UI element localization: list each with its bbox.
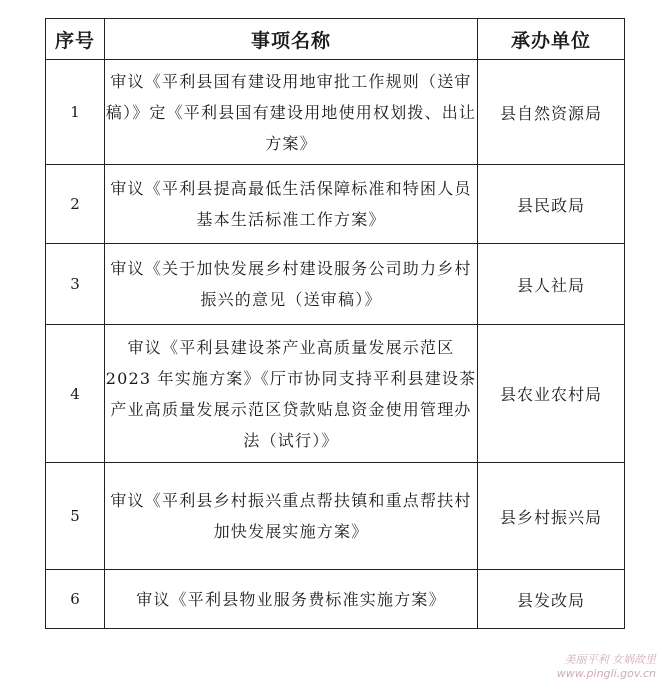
row-item: 审议《平利县建设茶产业高质量发展示范区2023 年实施方案》《厅市协同支持平利县建设茶产业高质量发展示范区贷款贴息资金使用管理办法（试行）》 xyxy=(105,325,478,463)
row-unit: 县人社局 xyxy=(478,244,625,325)
watermark-url: www.pingli.gov.cn xyxy=(556,667,656,680)
row-item: 审议《关于加快发展乡村建设服务公司助力乡村振兴的意见（送审稿）》 xyxy=(105,244,478,325)
row-unit: 县乡村振兴局 xyxy=(478,463,625,570)
row-item: 审议《平利县国有建设用地审批工作规则（送审稿）》定《平利县国有建设用地使用权划拨、出让方案》 xyxy=(105,60,478,165)
agenda-table xyxy=(45,18,625,629)
row-item: 审议《平利县提高最低生活保障标准和特困人员基本生活标准工作方案》 xyxy=(105,165,478,244)
row-unit: 县民政局 xyxy=(478,165,625,244)
row-item: 审议《平利县乡村振兴重点帮扶镇和重点帮扶村加快发展实施方案》 xyxy=(105,463,478,570)
header-unit: 承办单位 xyxy=(478,19,625,60)
watermark-slogan: 美丽平利 女娲故里 xyxy=(564,653,656,666)
table-row xyxy=(46,244,625,325)
table-row xyxy=(46,60,625,165)
row-no: 6 xyxy=(46,570,105,629)
table-row xyxy=(46,570,625,629)
row-unit: 县农业农村局 xyxy=(478,325,625,463)
header-row xyxy=(46,19,625,60)
row-no: 3 xyxy=(46,244,105,325)
row-no: 1 xyxy=(46,60,105,165)
row-no: 5 xyxy=(46,463,105,570)
row-no: 2 xyxy=(46,165,105,244)
row-item: 审议《平利县物业服务费标准实施方案》 xyxy=(105,570,478,629)
table-row xyxy=(46,165,625,244)
table-row xyxy=(46,463,625,570)
row-unit: 县自然资源局 xyxy=(478,60,625,165)
table-row xyxy=(46,325,625,463)
row-no: 4 xyxy=(46,325,105,463)
watermark xyxy=(557,653,656,681)
row-unit: 县发改局 xyxy=(478,570,625,629)
header-no: 序号 xyxy=(46,19,105,60)
header-item: 事项名称 xyxy=(105,19,478,60)
